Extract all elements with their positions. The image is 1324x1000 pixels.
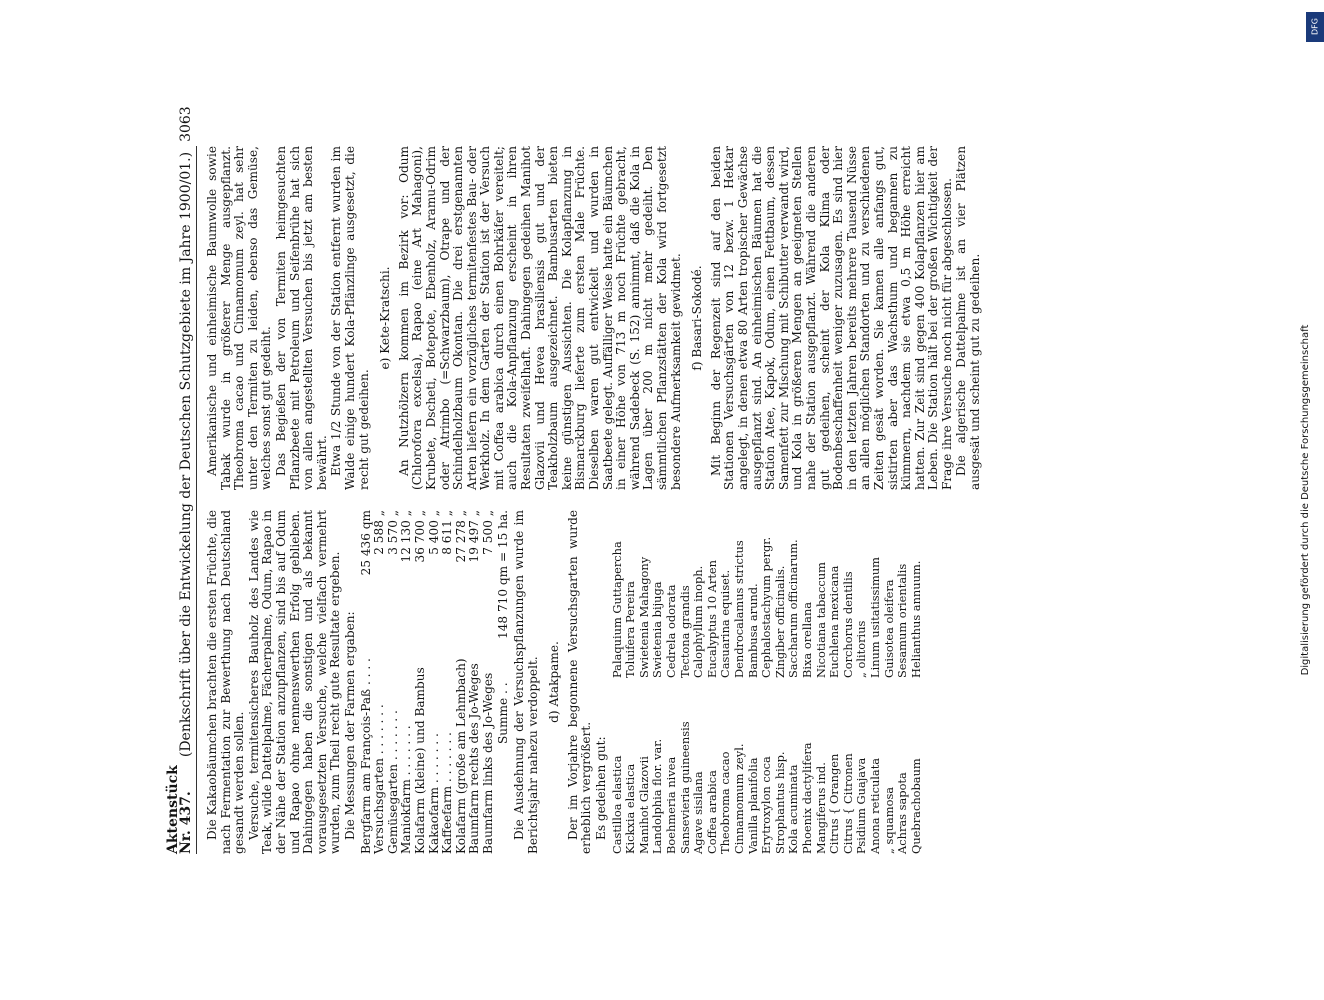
list-item: Citrus { Orangen [827,753,842,854]
list-item: Quebrachobaum [908,758,923,854]
table-row: Bergfarm am François-Paß . . . . 25 436 qm [358,510,373,854]
table-row: Maniokfarm . . . . . . . 12 130 „ [399,510,414,854]
list-item: „ squamosa [881,786,896,854]
sum-row [497,510,511,854]
list-item: Coffea arabica [704,770,719,854]
list-item: Citrus { Citronen [840,753,855,854]
list-item: Zingiber officinalis. [772,565,787,678]
table-row: Kolafarm (große am Lehmbach) 27 278 „ [453,510,468,854]
paragraph: Der im Vorjahre begonnene Versuchsgarten wurde erheblich vergrößert. [565,510,594,854]
paragraph: Etwa 1/2 Stunde von der Station entfernt wurden im Walde einige hundert Kola-Pflänzlinge ausgesetzt, die recht gut gedeihen. [329,146,371,490]
sum-label: Summe . . [496,682,511,744]
list-item: Tectona grandis [677,585,692,678]
page-number: 3063 [178,106,195,142]
table-row: Kakaofarm . . . . . . . 5 400 „ [426,510,441,854]
list-item: Boehmeria nivea [664,756,678,854]
list-item: Palaquium Guttapercha [609,541,624,678]
list-item: Cedrela odorata [664,584,678,678]
two-column-body [206,146,1146,854]
list-item: Achras sapota [895,772,910,854]
list-item: Phoenix dactylifera [799,742,814,854]
plant-list [611,510,924,854]
paragraph: Die Ausdehnung der Versuchspflanzungen wurde im Berichtsjahr nahezu verdoppelt. [512,510,540,854]
list-item: Guisotea oleifera [881,579,896,678]
list-item: Eucalyptus 10 Arten [704,559,719,678]
table-row: Kolafarm (kleine) und Bambus 36 700 „ [412,510,427,854]
list-item: Bixa orellana [799,601,814,678]
paragraph: Die Messungen der Farmen ergaben: [342,611,357,840]
list-item: Bambusa arund. [745,583,760,678]
paragraph: Es gedeihen gut: [594,736,609,840]
column-right [206,146,1146,490]
list-item: Sansevieria guineensis [677,721,692,854]
list-item: Landolphia flor. var. [650,738,665,854]
list-item: Corchorus dentilis [840,571,855,678]
list-item: Mangiferus ind. [813,762,828,854]
section-heading: f) Basari-Sokodé. [690,265,705,371]
paragraph: Die algerische Dattelpalme ist an vier Plätzen ausgesät und scheint gut zu gedeihen. [954,146,983,490]
list-item: Theobroma cacao [718,751,733,854]
list-item: Kickxia elastica [623,763,638,854]
table-row: Kaffeefarm . . . . . . . 8 611 „ [440,510,455,854]
list-item: Nicotiana tabaccum [813,562,828,678]
document-page [160,106,1164,868]
list-item: Helianthus annuum. [908,560,923,678]
list-item: Cinnamomum zeyl. [731,743,746,854]
list-item: Calophyllum inoph. [691,565,706,678]
table-row: Baumfarm links des Jo-Weges 7 500 „ [480,510,495,854]
dfg-logo: DFG [1306,12,1324,42]
table-row: Gemüsegarten . . . . . . . 3 570 „ [385,510,400,854]
list-item: Anona reticulata [867,757,882,854]
list-item: Cephalostachyum pergr. [759,536,774,678]
column-left [206,510,1146,854]
farm-measurements-table [360,510,512,854]
list-item: Agave sisilana [691,771,706,854]
list-item: Saccharum officinarum. [786,539,801,678]
paragraph: Versuche, termitensicheres Bauholz des Landes wie Teak, wilde Dattelpalme, Fächerpalme, Odum, Rapao in der Nähe der Station anzupflanzen, sind bis auf Odum und Rapao ohne nennenswerthen Erfolg geblieben. Dahingegen haben die sonstigen und als bekannt vorausgesetzten Versuche, welche vielfach vermehrt wurden, zum Theil recht gute Resultate ergeben. [246,510,343,854]
list-item: Kola acuminata [786,764,801,854]
list-item: Castilloa elastica [609,755,624,854]
list-item: Dendrocalamus strictus [731,540,746,678]
list-item: Erytroxylon coca [759,756,774,854]
document-number: Aktenstück Nr. 437. [164,765,195,854]
document-title: (Denkschrift über die Entwickelung der Deutschen Schutzgebiete im Jahre 1900/01.) [178,151,195,758]
list-item: Casuarina equiset. [718,569,733,678]
paragraph: Die Kakaobäumchen brachten die ersten Früchte, die nach Fermentation zur Bewerthung nach Deutschland gesandt werden sollen. [205,510,247,854]
digitization-credit: Digitalisierung gefördert durch die Deutsche Forschungsgemeinschaft [1300,324,1311,676]
page-header [164,106,197,854]
section-heading: e) Kete-Kratschi. [378,266,393,370]
table-row: Versuchsgarten . . . . . . . 2 588 „ [372,510,387,854]
list-item: Psidium Guajava [854,757,869,854]
list-item: Strophantus hisp. [772,751,787,854]
section-heading: d) Atakpame. [547,641,562,723]
plant-list-right [611,510,924,678]
plant-list-left [611,686,924,854]
rotated-page-wrapper [160,106,1164,868]
sum-value: 148 710 qm = 15 ha. [496,510,511,639]
list-item: Toluifera Pereira [623,581,638,678]
list-item: Sesamum orientalis [895,563,910,678]
table-row: Baumfarm rechts des Jo-Weges 19 497 „ [467,510,482,854]
list-item: „ olitorius [854,620,869,678]
list-item: Manihot Glazovii [636,756,651,854]
list-item: Vanilla planifolia [745,757,760,854]
paragraph: An Nutzhölzern kommen im Bezirk vor: Odum (Chlorofora excelsa), Rapao (eine Art Mahagoni), Krubete, Dscheti, Botepote, Ebenholz, Aramu-Odrim oder Atrimbo (=Schwarzbaum), Otrape und der Schindelholzbaum Okontan. Die drei erstgenannten Arten liefern ein vorzügliches termitenfestes Bau- oder Werkholz. In dem Garten der Station ist der Versuch mit Coffea arabica durch einen Bohrkäfer vereitelt; auch die Kola-Anpflanzung erscheint in ihren Resultaten zweifelhaft. Dahingegen gedeihen Manihot Glazovii und Hevea brasiliensis gut und der Teakholzbaum ausgezeichnet. Bambusarten bieten keine günstigen Aussichten. Die Kolapflanzung in Bismarckburg lieferte zum ersten Male Früchte. Dieselben waren gut entwickelt und wurden in Saatbeete gelegt. Auffälliger Weise hatte ein Bäumchen in einer Höhe von 713 m noch Früchte gebracht, während Sadebeck (S. 152) annimmt, daß die Kola in Lagen über 200 m nicht mehr gedeiht. Den sämmtlichen Pflanzstätten der Kola wird fortgesetzt besondere Aufmerksamkeit gewidmet. [396,146,683,490]
list-item: Swietenia Mahagony [636,556,651,678]
paragraph: Mit Beginn der Regenzeit sind auf den beiden Stationen Versuchsgärten von 12 bezw. 1 Hektar angelegt, in denen etwa 80 Arten tropischer Gewächse ausgepflanzt sind. An einheimischen Bäumen hat die Station Atee, Kapok, Odum, einen Fettbaum, dessen Samenfett zur Mischung mit Schibutter verwandt wird, und Kola in größeren Mengen an geeigneten Stellen nahe der Station ausgepflanzt. Während die anderen gut gedeihen, scheint der Kola Klima oder Bodenbeschaffenheit weniger zuzusagen. Es sind hier in den letzten Jahren bereits mehrere Tausend Nüsse an allen möglichen Standorten und zu verschiedenen Zeiten gesät worden. Sie kamen alle anfangs gut, sistirten aber das Wachsthum und begannen zu kümmern, nachdem sie etwa 0,5 m Höhe erreicht hatten. Zur Zeit sind gegen 400 Kolapflanzen hier am Leben. Die Station hält bei der großen Wichtigkeit der Frage ihre Versuche noch nicht für abgeschlossen. [708,146,954,490]
list-item: Linum usitatissimum [867,557,882,678]
paragraph: Das Begießen der von Termiten heimgesuchten Pflanzbeete mit Petroleum und Seifenbrühe hat sich von allen angestellten Versuchen bis jetzt am besten bewährt. [273,146,329,490]
paragraph: Amerikanische und einheimische Baumwolle sowie Tabak wurde in größerer Menge ausgepflanzt. Theobroma cacao und Cinnamomum zeyl. hat sehr unter den Termiten zu leiden, ebenso das Gemüse, welches sonst gut gedeiht. [205,146,274,490]
list-item: Euchlena mexicana [827,565,842,678]
list-item: Swietenia bijuga [650,581,665,678]
